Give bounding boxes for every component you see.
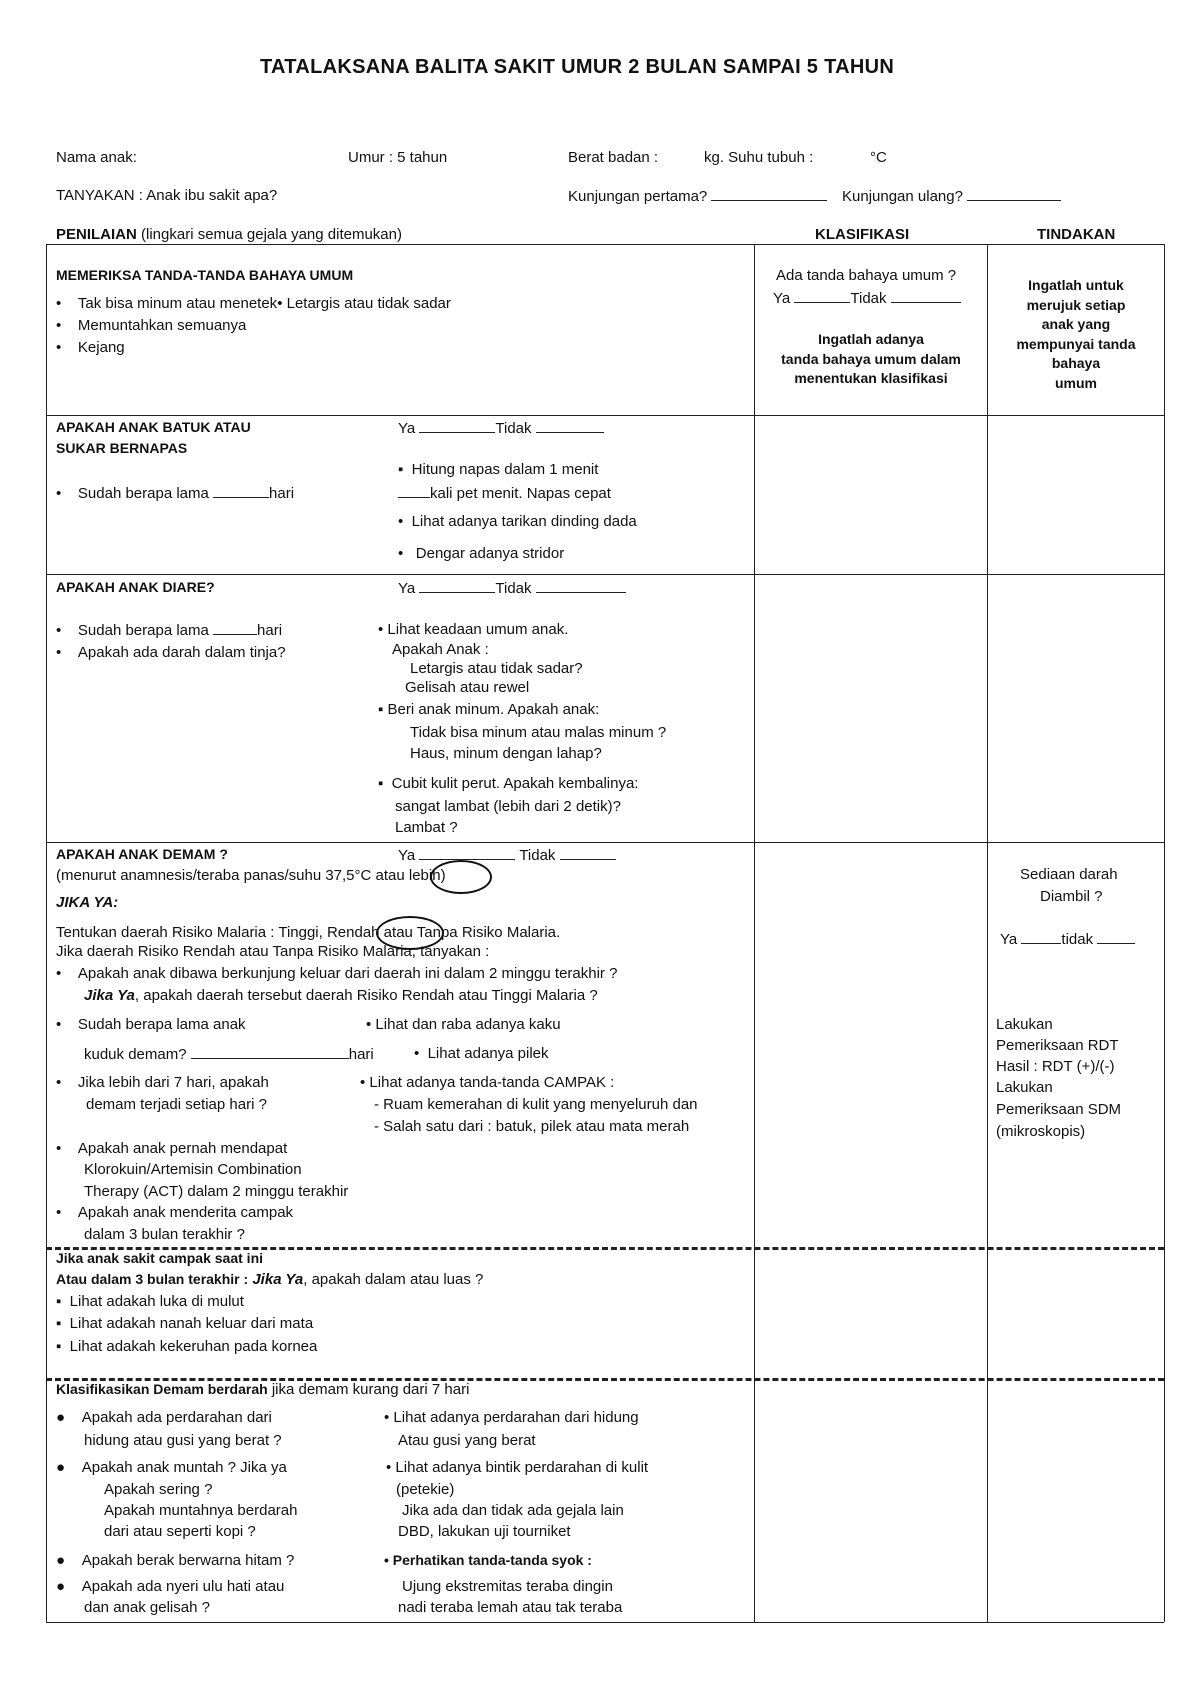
dbd-right-1: • Lihat adanya perdarahan dari hidung <box>384 1409 639 1426</box>
batuk-heading-2: SUKAR BERNAPAS <box>56 440 188 456</box>
table-left-border <box>46 244 47 1622</box>
tindakan-lakukan: Lakukan <box>996 1016 1053 1033</box>
bahaya-item: • Tak bisa minum atau menetek• Letargis atau tidak sadar <box>56 295 451 312</box>
demam-menurut: (menurut anamnesis/teraba panas/suhu 37,5°C atau lebih) <box>56 867 446 884</box>
dbd-right-2: • Lihat adanya bintik perdarahan di kulit <box>386 1459 649 1476</box>
dbd-left-2c: Apakah muntahnya berdarah <box>104 1502 298 1519</box>
demam-campak-3: • Apakah anak menderita campak <box>56 1204 294 1221</box>
demam-pilek: • Lihat adanya pilek <box>414 1045 549 1062</box>
penilaian-header <box>56 227 402 242</box>
demam-act: • Apakah anak pernah mendapat <box>56 1140 288 1157</box>
dbd-right-1b: Atau gusi yang berat <box>398 1432 536 1449</box>
diare-right-4: Gelisah atau rewel <box>405 679 530 696</box>
dbd-left-3: ● Apakah berak berwarna hitam ? <box>56 1552 295 1569</box>
batuk-sudah[interactable]: • Sudah berapa lama hari <box>56 485 295 502</box>
demam-campak-2: - Salah satu dari : batuk, pilek atau mata merah <box>374 1118 690 1135</box>
bahaya-tindakan: Ingatlah untuk merujuk setiap anak yang mempunyai tanda bahaya umum <box>1016 277 1136 391</box>
batuk-heading: APAKAH ANAK BATUK ATAU <box>56 419 251 435</box>
diambil: Diambil ? <box>1040 888 1103 905</box>
dbd-left-2d: dari atau seperti kopi ? <box>104 1523 256 1540</box>
tanyakan-label: TANYAKAN : Anak ibu sakit apa? <box>56 187 278 204</box>
demam-act-2: Klorokuin/Artemisin Combination <box>84 1161 302 1178</box>
diare-right-9: sangat lambat (lebih dari 2 detik)? <box>395 798 621 815</box>
berat-badan-label: Berat badan : <box>568 149 659 166</box>
bahaya-ya-tidak[interactable]: Ya Tidak <box>773 290 961 306</box>
bahaya-item: • Memuntahkan semuanya <box>56 317 247 334</box>
table-right-border <box>1164 244 1165 1622</box>
penilaian-label: PENILAIAN <box>56 226 137 243</box>
row-divider <box>46 842 1164 843</box>
klasifikasi-column-divider <box>754 244 755 1622</box>
tindakan-rdt: Pemeriksaan RDT <box>996 1037 1119 1054</box>
umur-label: Umur : 5 tahun <box>348 149 448 166</box>
kunjungan-ulang-field[interactable] <box>842 188 1061 204</box>
row-divider <box>46 415 1164 416</box>
diare-ya-tidak[interactable]: Ya Tidak <box>398 580 626 596</box>
demam-act-3: Therapy (ACT) dalam 2 minggu terakhir <box>84 1183 349 1200</box>
bahaya-klas-note: Ingatlah adanya tanda bahaya umum dalam menentukan klasifikasi <box>781 331 961 387</box>
campak-item: ▪ Lihat adakah nanah keluar dari mata <box>56 1315 314 1332</box>
dbd-left-1: ● Apakah ada perdarahan dari <box>56 1409 272 1426</box>
tindakan-lakukan-2: Lakukan <box>996 1079 1053 1096</box>
diare-sudah[interactable]: • Sudah berapa lama hari <box>56 622 283 639</box>
batuk-tarikan: • Lihat adanya tarikan dinding dada <box>398 513 637 530</box>
dbd-left-2b: Apakah sering ? <box>104 1481 213 1498</box>
demam-dibawa: • Apakah anak dibawa berkunjung keluar dari daerah ini dalam 2 minggu terakhir ? <box>56 965 618 982</box>
diare-right-10: Lambat ? <box>395 819 458 836</box>
tindakan-mikroskopis: (mikroskopis) <box>996 1123 1086 1140</box>
campak-item: ▪ Lihat adakah kekeruhan pada kornea <box>56 1338 318 1355</box>
demam-kuduk[interactable]: kuduk demam? hari <box>84 1046 374 1063</box>
demam-heading: APAKAH ANAK DEMAM ? <box>56 846 228 862</box>
demam-jika-daerah: Jika daerah Risiko Rendah atau Tanpa Risiko Malaria, tanyakan : <box>56 943 490 960</box>
demam-raba: • Lihat dan raba adanya kaku <box>366 1016 561 1033</box>
bahaya-klas-question: Ada tanda bahaya umum ? <box>776 267 957 284</box>
demam-sudah: • Sudah berapa lama anak <box>56 1016 246 1033</box>
klasifikasi-header: KLASIFIKASI <box>815 226 910 243</box>
dbd-left-4: ● Apakah ada nyeri ulu hati atau <box>56 1578 285 1595</box>
page-title: TATALAKSANA BALITA SAKIT UMUR 2 BULAN SAMPAI 5 TAHUN <box>260 56 895 78</box>
tindakan-column-divider <box>987 244 988 1622</box>
campak-heading: Jika anak sakit campak saat ini <box>56 1250 264 1266</box>
batuk-stridor: • Dengar adanya stridor <box>398 545 565 562</box>
kunjungan-pertama-label: Kunjungan pertama? <box>568 188 708 205</box>
demam-lebih7: • Jika lebih dari 7 hari, apakah <box>56 1074 269 1091</box>
dbd-right-2b: (petekie) <box>396 1481 455 1498</box>
dbd-heading: Klasifikasikan Demam berdarah jika demam kurang dari 7 hari <box>56 1381 470 1398</box>
dbd-left-1b: hidung atau gusi yang berat ? <box>84 1432 282 1449</box>
row-divider <box>46 574 1164 575</box>
batuk-ya-tidak[interactable]: Ya Tidak <box>398 420 604 436</box>
sediaan-darah: Sediaan darah <box>1020 866 1118 883</box>
diare-heading: APAKAH ANAK DIARE? <box>56 579 215 595</box>
demam-campak-heading: • Lihat adanya tanda-tanda CAMPAK : <box>360 1074 615 1091</box>
demam-lebih7-2: demam terjadi setiap hari ? <box>86 1096 267 1113</box>
diare-right-5: ▪ Beri anak minum. Apakah anak: <box>378 701 600 718</box>
diare-right-6: Tidak bisa minum atau malas minum ? <box>410 724 667 741</box>
dbd-right-2c: Jika ada dan tidak ada gejala lain <box>402 1502 624 1519</box>
dbd-right-4b: nadi teraba lemah atau tak teraba <box>398 1599 623 1616</box>
tindakan-hasil: Hasil : RDT (+)/(-) <box>996 1058 1115 1075</box>
penilaian-note: (lingkari semua gejala yang ditemukan) <box>141 226 402 243</box>
circle-mark <box>430 860 492 894</box>
demam-campak-3b: dalam 3 bulan terakhir ? <box>84 1226 245 1243</box>
diare-right-3: Letargis atau tidak sadar? <box>410 660 583 677</box>
demam-jika-ya-2: Jika Ya, apakah daerah tersebut daerah Risiko Rendah atau Tinggi Malaria ? <box>84 987 598 1004</box>
nama-anak-label: Nama anak: <box>56 149 137 166</box>
diare-right-1: • Lihat keadaan umum anak. <box>378 621 569 638</box>
suhu-tubuh-label: kg. Suhu tubuh : <box>704 149 814 166</box>
batuk-hitung: ▪ Hitung napas dalam 1 menit <box>398 461 599 478</box>
demam-campak-1: - Ruam kemerahan di kulit yang menyeluruh dan <box>374 1096 698 1113</box>
demam-tentukan: Tentukan daerah Risiko Malaria : Tinggi, Rendah atau Tanpa Risiko Malaria. <box>56 924 561 941</box>
campak-item: ▪ Lihat adakah luka di mulut <box>56 1293 244 1310</box>
diare-right-2: Apakah Anak : <box>392 641 489 658</box>
sediaan-ya-tidak[interactable]: Ya tidak <box>1000 931 1135 947</box>
diare-darah: • Apakah ada darah dalam tinja? <box>56 644 286 661</box>
tindakan-sdm: Pemeriksaan SDM <box>996 1101 1122 1118</box>
demam-ya-tidak[interactable]: Ya Tidak <box>398 847 616 863</box>
celsius-unit: °C <box>870 149 887 166</box>
table-top-border <box>46 244 1164 245</box>
batuk-kali[interactable]: kali pet menit. Napas cepat <box>398 485 611 501</box>
bahaya-item: • Kejang <box>56 339 125 356</box>
bahaya-heading: MEMERIKSA TANDA-TANDA BAHAYA UMUM <box>56 267 354 283</box>
campak-heading-2: Atau dalam 3 bulan terakhir : Jika Ya, apakah dalam atau luas ? <box>56 1271 484 1288</box>
dbd-right-3: • Perhatikan tanda-tanda syok : <box>384 1552 592 1568</box>
demam-jika-ya: JIKA YA: <box>56 894 119 911</box>
dbd-right-4: Ujung ekstremitas teraba dingin <box>402 1578 613 1595</box>
tindakan-header: TINDAKAN <box>1037 226 1116 243</box>
diare-right-8: ▪ Cubit kulit perut. Apakah kembalinya: <box>378 775 639 792</box>
dbd-left-4b: dan anak gelisah ? <box>84 1599 210 1616</box>
table-bottom-border <box>46 1622 1164 1623</box>
kunjungan-pertama-field[interactable] <box>568 188 827 204</box>
dbd-left-2: ● Apakah anak muntah ? Jika ya <box>56 1459 287 1476</box>
dbd-right-2d: DBD, lakukan uji tourniket <box>398 1523 571 1540</box>
kunjungan-ulang-label: Kunjungan ulang? <box>842 188 963 205</box>
diare-right-7: Haus, minum dengan lahap? <box>410 745 602 762</box>
